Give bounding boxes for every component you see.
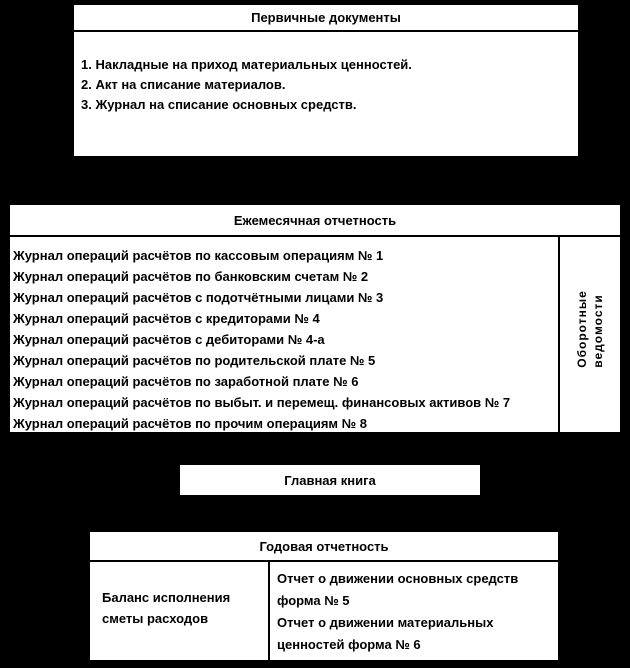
report-item (277, 612, 558, 656)
journal-item: Журнал операций расчётов с дебиторами № 4-а (13, 332, 325, 347)
monthly-reporting-box (8, 203, 622, 434)
journal-item: Журнал операций расчётов по прочим операциям № 8 (13, 416, 367, 431)
balance-cell (90, 562, 270, 660)
primary-document-item: 1. Накладные на приход материальных ценностей. (81, 57, 412, 72)
journal-item: Журнал операций расчётов по заработной плате № 6 (13, 374, 359, 389)
balance-cell-line: сметы расходов (102, 611, 209, 626)
annual-reporting-body (90, 562, 558, 660)
journal-item: Журнал операций расчётов по банковским счетам № 2 (13, 269, 369, 284)
balance-cell-line: Баланс исполнения (102, 590, 231, 605)
main-book-box (178, 463, 482, 497)
monthly-reporting-body (10, 237, 620, 432)
report-line: Отчет о движении основных средств (277, 571, 519, 586)
primary-document-item: 3. Журнал на списание основных средств. (81, 97, 357, 112)
journal-item: Журнал операций расчётов по кассовым операциям № 1 (13, 248, 384, 263)
primary-documents-box (72, 3, 580, 158)
report-line: форма № 5 (277, 593, 350, 608)
annual-reporting-box (88, 530, 560, 662)
journal-item: Журнал операций расчётов с подотчётными лицами № 3 (13, 290, 384, 305)
reports-cell (270, 562, 558, 660)
turnover-sheets-column (558, 237, 620, 432)
turnover-label-line: Оборотные (575, 289, 589, 368)
main-book-title: Главная книга (284, 472, 376, 488)
report-item (277, 568, 558, 612)
report-line: ценностей форма № 6 (277, 637, 421, 652)
journal-item: Журнал операций расчётов по родительской плате № 5 (13, 353, 376, 368)
journal-item: Журнал операций расчётов по выбыт. и перемещ. финансовых активов № 7 (13, 395, 511, 410)
journal-item: Журнал операций расчётов с кредиторами № 4 (13, 311, 320, 326)
turnover-sheets-label (574, 290, 606, 367)
journal-list (10, 237, 558, 432)
primary-documents-title: Первичные документы (74, 5, 578, 32)
report-line: Отчет о движении материальных (277, 615, 494, 630)
turnover-label-line: ведомости (591, 293, 605, 368)
primary-documents-list (74, 32, 578, 115)
annual-reporting-title: Годовая отчетность (90, 532, 558, 562)
primary-document-item: 2. Акт на списание материалов. (81, 77, 286, 92)
monthly-reporting-title: Ежемесячная отчетность (10, 205, 620, 237)
